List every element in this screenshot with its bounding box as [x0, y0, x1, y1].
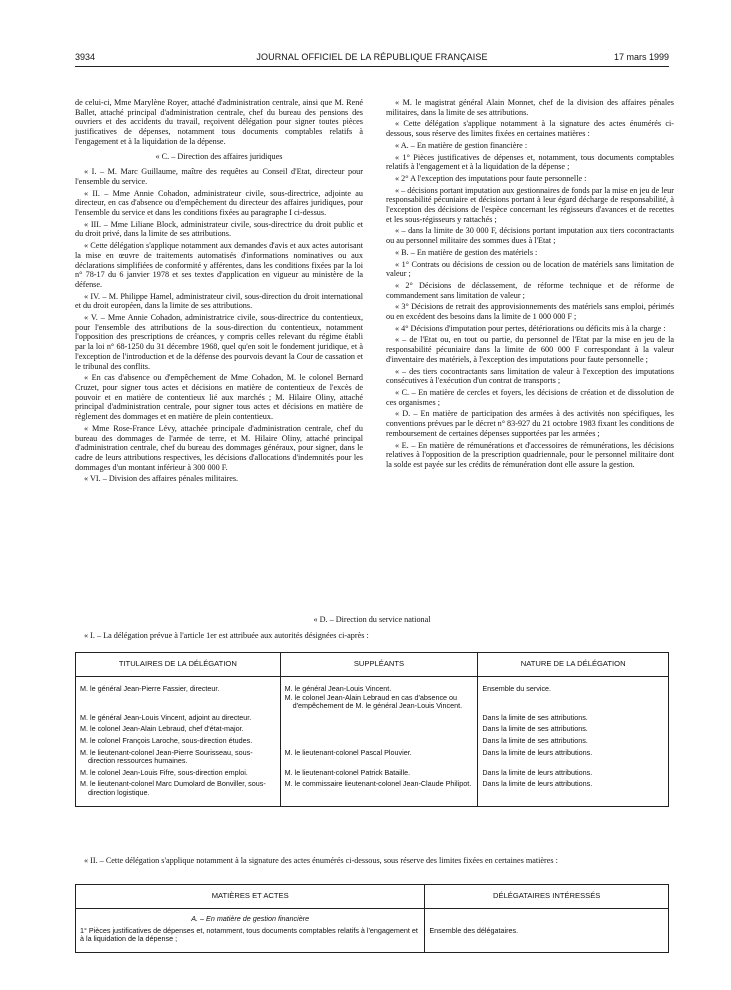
paragraph: « En cas d'absence ou d'empêchement de Mme Cohadon, M. le colonel Bernard Cruzet, pour signer tous actes et décisions en matière de contentieux de l'excès de pouvoir et en matière de contentieux lié aux marchés ; M. Hilaire Oliny, attaché principal d'administration centrale, pour signer tous actes et décisions en matière de règlement des dommages et en matière de plein contentieux.: [75, 373, 363, 422]
substitute-cell: [280, 734, 478, 746]
paragraph: « – de l'Etat ou, en tout ou partie, du personnel de l'Etat par la mise en jeu de la responsabilité pécuniaire dans la limite de 600 000 F correspondant à la valeur d'inventaire des matériels, à l'exception des imputations pour faute personnelle ;: [386, 335, 674, 364]
paragraph: « 2° Décisions de déclassement, de réforme technique et de réforme de commandement sans limitation de valeur ;: [386, 280, 674, 300]
table-section-label: A. – En matière de gestion financière: [76, 909, 425, 924]
page-number: 3934: [75, 52, 96, 62]
column-header: MATIÈRES ET ACTES: [76, 885, 425, 909]
cell-line: Dans la limite de ses attributions.: [482, 735, 588, 745]
nature-cell: [478, 734, 669, 746]
paragraph: « 2° A l'exception des imputations pour faute personnelle :: [395, 173, 587, 183]
paragraph: « B. – En matière de gestion des matériels :: [395, 247, 538, 257]
paragraph: « II. – Mme Annie Cohadon, administrateur civile, sous-directrice, adjointe au directeur, en cas d'absence ou d'empêchement du directeur des affaires juridiques, pour l'ensemble du service et dans les conditions fixées au paragraphe I ci-dessus.: [75, 188, 363, 218]
table-row: [76, 722, 669, 734]
header-rule: [75, 66, 669, 67]
journal-title: JOURNAL OFFICIEL DE LA RÉPUBLIQUE FRANÇAISE: [256, 52, 488, 62]
substitute-cell: [280, 746, 478, 766]
page-header: [75, 52, 669, 66]
holder-cell: [76, 746, 281, 766]
cell-line: Dans la limite de ses attributions.: [482, 724, 588, 734]
cell-line: M. le général Jean-Pierre Fassier, directeur.: [80, 684, 220, 693]
paragraph: « – décisions portant imputation aux gestionnaires de fonds par la mise en jeu de leur responsabilité pécuniaire et décisions portant à leur égard décharge de responsabilité, à l'exception des décisions de l'espèce concernant les régisseurs d'avances et de recettes et les sous-régisseurs y rattachés ;: [386, 185, 674, 224]
left-column: [75, 98, 363, 486]
column-header: TITULAIRES DE LA DÉLÉGATION: [76, 653, 281, 677]
substitute-cell: [280, 722, 478, 734]
nature-cell: [478, 746, 669, 766]
section-d-intro: « I. – La délégation prévue à l'article 1er est attribuée aux autorités désignées ci-après :: [84, 631, 369, 640]
holder-cell: [76, 766, 281, 778]
cell-line: M. le lieutenant-colonel Jean-Pierre Sourisseau, sous-direction ressources humaines.: [80, 747, 253, 766]
paragraph: de celui-ci, Mme Marylène Royer, attaché d'administration centrale, ainsi que M. René Ballet, attaché principal d'administration centrale, chef du bureau des pensions des ouvriers et des accidents du travail, reçoivent délégation pour signer toutes pièces justificatives de dépenses, notamment tous documents comptables relatifs à l'engagement et à la liquidation de la dépense.: [75, 98, 363, 146]
delegation-table-body: [76, 677, 669, 807]
table-row: [76, 734, 669, 746]
holder-cell: [76, 734, 281, 746]
issue-date: 17 mars 1999: [613, 52, 669, 62]
cell-line: M. le colonel François Laroche, sous-direction études.: [80, 735, 253, 745]
paragraph: « V. – Mme Annie Cohadon, administratrice civile, sous-directrice du contentieux, pour l'ensemble des attributions de la sous-direction du contentieux, notamment l'opposition des prescriptions de créances, y compris celles relevant du régime établi par la loi n° 68-1250 du 31 décembre 1968, quel qu'en soit le fondement juridique, et à l'exception de l'introduction et de la défense des pourvois devant la Cour de cassation et le tribunal des conflits.: [75, 313, 363, 371]
table-cell: 1° Pièces justificatives de dépenses et, notamment, tous documents comptables relatifs à l'engagement et à la liquidation de la dépense ;: [76, 924, 425, 953]
section-title-d: « D. – Direction du service national: [313, 615, 431, 624]
paragraph: « – des tiers cocontractants sans limitation de valeur à l'exception des imputations consécutives à l'exécution d'un contrat de transports ;: [386, 366, 674, 386]
table-row: [76, 766, 669, 778]
substitute-cell: [280, 711, 478, 723]
paragraph: « I. – M. Marc Guillaume, maître des requêtes au Conseil d'Etat, directeur pour l'ensemble du service.: [75, 167, 363, 186]
cell-line: M. le lieutenant-colonel Patrick Bataille.: [284, 767, 411, 777]
paragraph: « III. – Mme Liliane Block, administrateur civile, sous-directrice du droit public et du droit privé, dans la limite de ses attributions.: [75, 219, 363, 239]
holder-cell: [76, 711, 281, 723]
cell-line: Dans la limite de ses attributions.: [482, 712, 588, 722]
paragraph: « M. le magistrat général Alain Monnet, chef de la division des affaires pénales militaires, dans la limite de ses attributions.: [386, 98, 674, 117]
cell-line: Dans la limite de leurs attributions.: [482, 767, 593, 777]
column-header: NATURE DE LA DÉLÉGATION: [478, 653, 669, 677]
paragraph: « C. – En matière de cercles et foyers, les décisions de création et de dissolution de ces organismes ;: [386, 387, 674, 407]
paragraph: « Mme Rose-France Lévy, attachée principale d'administration centrale, chef du bureau des dommages de l'armée de terre, et M. Hilaire Oliny, attaché principal d'administration centrale, chef du bureau des dommages généraux, pour signer, dans le cadre de leurs attributions respectives, les décisions d'allocations d'indemnités pour les dommages d'un montant inférieur à 300 000 F.: [75, 423, 363, 472]
paragraph: « E. – En matière de rémunérations et d'accessoires de rémunérations, les décisions relatives à l'opposition de la prescription quadriennale, pour le personnel militaire dont la solde est payée sur les crédits de rémunération dont elle assure la gestion.: [386, 440, 674, 469]
holder-cell: [76, 777, 281, 806]
column-header: DÉLÉGATAIRES INTÉRESSÉS: [425, 885, 669, 909]
table-cell: [425, 909, 669, 924]
nature-cell: [478, 777, 669, 806]
cell-line: Ensemble du service.: [482, 684, 552, 693]
table-row: [76, 677, 669, 711]
paragraph: « Cette délégation s'applique notamment aux demandes d'avis et aux actes autorisant la mise en œuvre de traitements automatisés d'informations nominatives ou aux déclarations simplifiées de conformité y afférentes, dans les conditions fixées par la loi n° 78-17 du 6 janvier 1978 et ses textes d'application en vigueur au ministère de la défense.: [75, 241, 363, 289]
nature-cell: [478, 711, 669, 723]
right-column: [386, 98, 674, 472]
cell-line: M. le colonel Jean-Alain Lebraud en cas d'absence ou d'empêchement de M. le général Jean-Louis Vincent.: [284, 692, 463, 711]
table-row: [76, 924, 669, 953]
cell-line: M. le commissaire lieutenant-colonel Jean-Claude Philipot.: [284, 779, 472, 789]
column-header: SUPPLÉANTS: [280, 653, 478, 677]
delegation-table: [75, 652, 669, 807]
paragraph: « Cette délégation s'applique notamment à la signature des actes énumérés ci-dessous, sous réserve des limites fixées en certaines matières :: [386, 119, 674, 139]
table-row: [76, 711, 669, 723]
cell-line: Dans la limite de leurs attributions.: [482, 747, 593, 757]
section-title-c: « C. – Direction des affaires juridiques: [155, 151, 283, 161]
cell-line: M. le lieutenant-colonel Pascal Plouvier.: [284, 747, 412, 757]
paragraph: « IV. – M. Philippe Hamel, administrateur civil, sous-direction du droit international et du droit européen, dans la limite de ses attributions.: [75, 291, 363, 311]
paragraph: « D. – En matière de participation des armées à des activités non spécifiques, les conventions prévues par le décret n° 83-927 du 21 octobre 1983 fixant les conditions de remboursement de certaines dépenses supportées par les armées ;: [386, 409, 674, 438]
table-row: [76, 746, 669, 766]
nature-cell: [478, 677, 669, 711]
cell-line: M. le général Jean-Louis Vincent.: [284, 684, 392, 693]
substitute-cell: [280, 677, 478, 711]
cell-line: M. le lieutenant-colonel Marc Dumolard de Bonviller, sous-direction logistique.: [80, 779, 266, 797]
holder-cell: [76, 677, 281, 711]
table-cell: Ensemble des délégataires.: [425, 924, 669, 953]
cell-line: Dans la limite de leurs attributions.: [482, 779, 593, 789]
paragraph: « – dans la limite de 30 000 F, décisions portant imputation aux tiers cocontractants ou au personnel militaire des sommes dues à l'Etat ;: [386, 226, 674, 246]
section-d-ii: « II. – Cette délégation s'applique notamment à la signature des actes énumérés ci-dessous, sous réserve des limites fixées en certaines matières :: [84, 856, 558, 865]
nature-cell: [478, 766, 669, 778]
paragraph: « 1° Contrats ou décisions de cession ou de location de matériels sans limitation de valeur ;: [386, 259, 674, 279]
substitute-cell: [280, 777, 478, 806]
table-row: [76, 777, 669, 806]
cell-line: M. le général Jean-Louis Vincent, adjoint au directeur.: [80, 712, 252, 722]
cell-line: M. le colonel Jean-Alain Lebraud, chef d'état-major.: [80, 724, 244, 734]
acts-table: [75, 884, 669, 953]
cell-line: M. le colonel Jean-Louis Fifre, sous-direction emploi.: [80, 767, 248, 777]
holder-cell: [76, 722, 281, 734]
nature-cell: [478, 722, 669, 734]
substitute-cell: [280, 766, 478, 778]
paragraph: « VI. – Division des affaires pénales militaires.: [84, 474, 239, 484]
paragraph: « 4° Décisions d'imputation pour pertes, détériorations ou déficits mis à la charge :: [395, 323, 666, 333]
paragraph: « 3° Décisions de retrait des approvisionnements des matériels sans emploi, périmés ou en excédent des besoins dans la limite de 1 000 000 F ;: [386, 302, 674, 322]
paragraph: « 1° Pièces justificatives de dépenses et, notamment, tous documents comptables relatifs à l'engagement et à la liquidation de la dépense ;: [386, 152, 674, 172]
paragraph: « A. – En matière de gestion financière :: [395, 140, 528, 150]
